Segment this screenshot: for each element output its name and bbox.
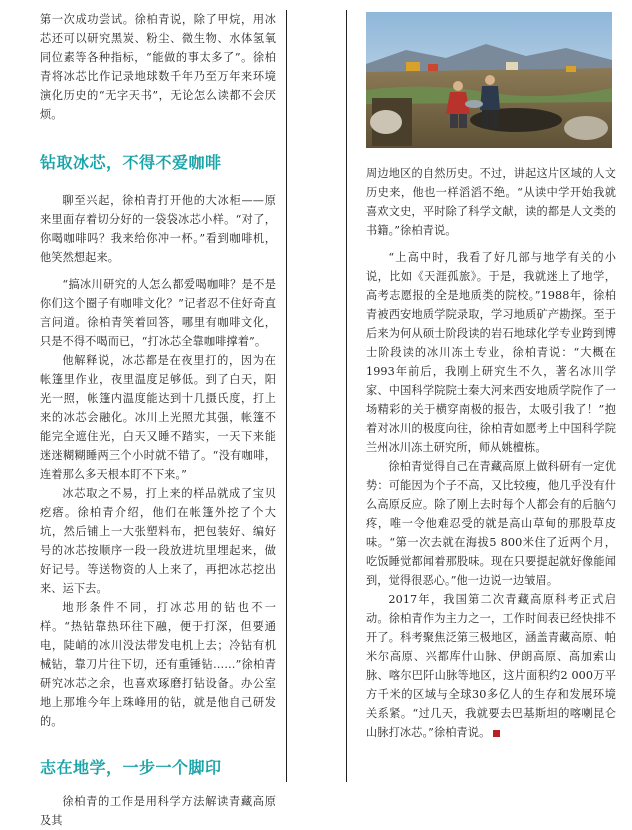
intro-paragraph: 第一次成功尝试。徐柏青说，除了甲烷，用冰芯还可以研究黑炭、粉尘、微生物、水体氢氧同位素等各种指标，“能做的事太多了”。徐柏青将冰芯比作记录地球数千年乃至万年来环境演化历史的“无字天书”，无论怎么读都不会厌烦。	[40, 13, 276, 121]
paragraph: 徐柏青的工作是用科学方法解读青藏高原及其	[40, 795, 276, 827]
paragraph: “搞冰川研究的人怎么都爱喝咖啡？是不是你们这个圈子有咖啡文化？”记者忍不住好奇直言问道。徐柏青笑着回答，哪里有咖啡文化，只是不得不喝而已，“打冰芯全靠咖啡撑着”。	[40, 278, 276, 348]
paragraph: 徐柏青觉得自己在青藏高原上做科研有一定优势：可能因为个子不高，又比较瘦，他几乎没有什么高原反应。除了刚上去时每个人都会有的后脑勺疼，唯一令他难忍受的就是高山草甸的那股草皮味。“第一次去就在海拔5 800米住了近两个月，吃饭睡觉都闻着那股味。现在只要提起就好像能闻到，觉得很恶心。”他一边说一边皱眉。	[366, 460, 616, 587]
section-heading-geology: 志在地学，一步一个脚印	[40, 758, 222, 777]
paragraph: 冰芯取之不易，打上来的样品就成了宝贝疙瘩。徐柏青介绍，他们在帐篷外挖了个大坑，然后铺上一大张塑料布，把包装好、编好号的冰芯按顺序一段一段放进坑里埋起来，做好记号。等送物资的人上来了，再把冰芯挖出来、运下去。	[40, 487, 276, 595]
glacier-field-photo-illustration	[366, 12, 612, 148]
column-rule-left	[286, 10, 287, 782]
paragraph: 地形条件不同，打冰芯用的钻也不一样。“热钻靠热环往下融，便于打深，但要通电，陡峭的冰川没法带发电机上去；冷钻有机械钻，靠刀片往下切，还有重锤钻……”徐柏青研究冰芯之余，也喜欢琢磨打钻设备。办公室地上那堆今年上珠峰用的钻，就是他自己研发的。	[40, 601, 276, 728]
section-heading-coffee: 钻取冰芯，不得不爱咖啡	[40, 153, 222, 172]
field-work-photo	[366, 12, 612, 148]
paragraph: 聊至兴起，徐柏青打开他的大冰柜——原来里面存着切分好的一袋袋冰芯小样。“对了，你喝咖啡吗？我来给你冲一杯。”看到咖啡机，他笑然想起来。	[40, 194, 276, 264]
left-column	[40, 0, 276, 830]
paragraph: 周边地区的自然历史。不过，讲起这片区域的人文历史来，他也一样滔滔不绝。“从读中学开始我就喜欢文史，平时除了科学文献，读的都是人文类的书籍。”徐柏青说。	[366, 167, 616, 237]
paragraph: 他解释说，冰芯都是在夜里打的，因为在帐篷里作业，夜里温度足够低。到了白天，阳光一照，帐篷内温度能达到十几摄氏度，打上来的冰芯会融化。冰川上光照尤其强，帐篷不能完全遮住光，白天又睡不踏实，一天下来能迷迷糊糊睡两三个小时就不错了。“没有咖啡，连着那么多天根本盯不下来。”	[40, 354, 276, 481]
article-end-mark	[493, 730, 500, 737]
closing-paragraph-text: 2017年，我国第二次青藏高原科考正式启动。徐柏青作为主力之一，工作时间表已经快排不开了。科考聚焦泛第三极地区，涵盖青藏高原、帕米尔高原、兴都库什山脉、伊朗高原、高加索山脉、喀尔巴阡山脉等地区，这片面积约2 000万平方千米的区域与全球30多亿人的生存和发展环境关系紧。“过几天，我就要去巴基斯坦的喀喇昆仑山脉打冰芯。”徐柏青说。	[366, 593, 616, 739]
right-column	[366, 164, 616, 742]
paragraph: “上高中时，我看了好几部与地学有关的小说，比如《天涯孤旅》。于是，我就迷上了地学，高考志愿报的全是地质类的院校。”1988年，徐柏青被西安地质学院录取，学习地质矿产勘探。至于后来为何从硕士阶段读的岩石地球化学专业跨到博士阶段读的冰川冻土专业，徐柏青说：“大概在1993年前后，我刚上研究生不久，著名冰川学家、中国科学院院士秦大河来西安地质学院作了一场精彩的关于横穿南极的报告，太吸引我了！”抱着对冰川的极度向往，徐柏青如愿考上中国科学院兰州冰川冻土研究所，师从姚檀栋。	[366, 251, 616, 454]
paragraph	[366, 590, 616, 742]
column-rule-right	[346, 10, 347, 782]
